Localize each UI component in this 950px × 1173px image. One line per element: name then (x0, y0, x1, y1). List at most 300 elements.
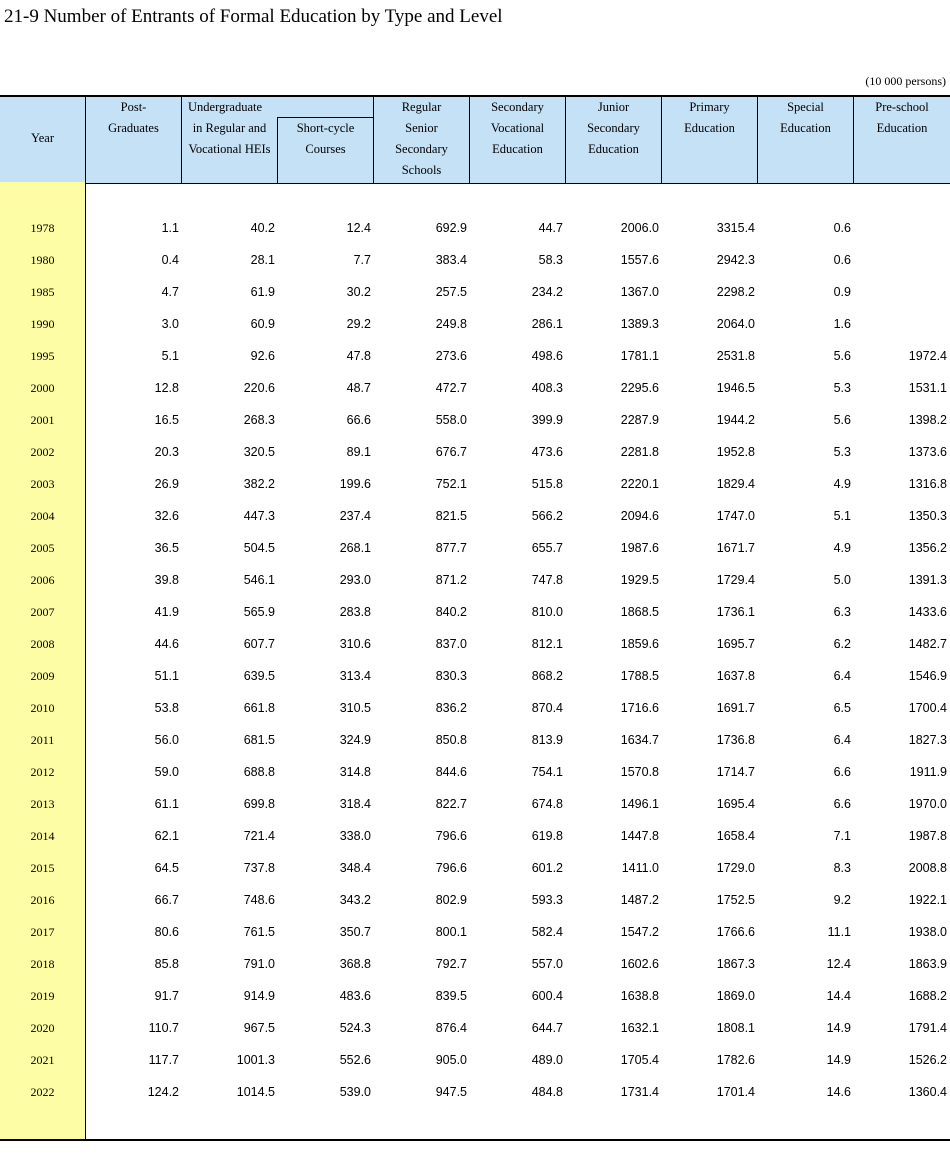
header-text: Pre-school (875, 100, 929, 114)
cell-undergraduate: 382.2 (243, 477, 275, 491)
header-regular-senior (374, 97, 469, 181)
header-text: Education (492, 142, 543, 156)
cell-special: 6.5 (833, 701, 851, 715)
cell-regular-senior: 676.7 (435, 445, 467, 459)
cell-secondary-vocational: 234.2 (531, 285, 563, 299)
cell-short-cycle: 338.0 (339, 829, 371, 843)
cell-regular-senior: 840.2 (435, 605, 467, 619)
cell-junior-secondary: 2287.9 (620, 413, 659, 427)
cell-short-cycle: 237.4 (339, 509, 371, 523)
cell-undergraduate: 699.8 (243, 797, 275, 811)
cell-preschool: 1398.2 (908, 413, 947, 427)
cell-regular-senior: 837.0 (435, 637, 467, 651)
cell-regular-senior: 273.6 (435, 349, 467, 363)
year-cell: 1995 (30, 349, 55, 363)
cell-short-cycle: 283.8 (339, 605, 371, 619)
header-secondary-vocational (470, 97, 565, 160)
cell-junior-secondary: 1389.3 (620, 317, 659, 331)
cell-junior-secondary: 1788.5 (620, 669, 659, 683)
cell-special: 14.6 (826, 1085, 851, 1099)
cell-post-graduates: 41.9 (154, 605, 179, 619)
table-row (0, 404, 950, 436)
cell-post-graduates: 16.5 (154, 413, 179, 427)
year-cell: 2005 (30, 541, 55, 555)
cell-primary: 1658.4 (716, 829, 755, 843)
cell-post-graduates: 53.8 (154, 701, 179, 715)
cell-post-graduates: 61.1 (154, 797, 179, 811)
header-text: Education (588, 142, 639, 156)
header-text: Special (787, 100, 824, 114)
cell-junior-secondary: 1929.5 (620, 573, 659, 587)
cell-secondary-vocational: 644.7 (531, 1021, 563, 1035)
year-cell: 2020 (30, 1021, 55, 1035)
year-cell: 2018 (30, 957, 55, 971)
cell-special: 14.9 (826, 1053, 851, 1067)
cell-primary: 1701.4 (716, 1085, 755, 1099)
header-text: Regular (401, 100, 442, 114)
cell-preschool: 1987.8 (908, 829, 947, 843)
cell-special: 5.3 (833, 381, 851, 395)
cell-primary: 1747.0 (716, 509, 755, 523)
cell-regular-senior: 796.6 (435, 829, 467, 843)
header-subdivider (277, 117, 373, 118)
cell-special: 5.3 (833, 445, 851, 459)
cell-primary: 1952.8 (716, 445, 755, 459)
cell-undergraduate: 60.9 (250, 317, 275, 331)
cell-secondary-vocational: 489.0 (531, 1053, 563, 1067)
cell-special: 1.6 (833, 317, 851, 331)
header-preschool (854, 97, 950, 139)
cell-post-graduates: 64.5 (154, 861, 179, 875)
cell-primary: 1729.4 (716, 573, 755, 587)
cell-post-graduates: 59.0 (154, 765, 179, 779)
cell-post-graduates: 44.6 (154, 637, 179, 651)
header-text: Vocational HEIs (188, 142, 271, 156)
cell-undergraduate: 447.3 (243, 509, 275, 523)
cell-undergraduate: 607.7 (243, 637, 275, 651)
cell-primary: 1808.1 (716, 1021, 755, 1035)
cell-primary: 1782.6 (716, 1053, 755, 1067)
cell-special: 12.4 (826, 957, 851, 971)
cell-post-graduates: 91.7 (154, 989, 179, 1003)
header-divider (757, 97, 758, 183)
table-row (0, 628, 950, 660)
year-cell: 2008 (30, 637, 55, 651)
cell-short-cycle: 29.2 (346, 317, 371, 331)
header-text: Schools (401, 163, 442, 177)
cell-secondary-vocational: 286.1 (531, 317, 563, 331)
cell-special: 14.9 (826, 1021, 851, 1035)
cell-short-cycle: 12.4 (346, 221, 371, 235)
cell-short-cycle: 47.8 (346, 349, 371, 363)
cell-primary: 3315.4 (716, 221, 755, 235)
year-cell: 1985 (30, 285, 55, 299)
cell-secondary-vocational: 473.6 (531, 445, 563, 459)
cell-undergraduate: 791.0 (243, 957, 275, 971)
cell-post-graduates: 62.1 (154, 829, 179, 843)
header-text: Primary (689, 100, 730, 114)
header-divider (277, 118, 278, 183)
cell-post-graduates: 124.2 (147, 1085, 179, 1099)
cell-primary: 2298.2 (716, 285, 755, 299)
cell-undergraduate: 1001.3 (236, 1053, 275, 1067)
cell-undergraduate: 546.1 (243, 573, 275, 587)
cell-junior-secondary: 2220.1 (620, 477, 659, 491)
cell-preschool: 1360.4 (908, 1085, 947, 1099)
table-row (0, 820, 950, 852)
header-text: Junior (597, 100, 630, 114)
cell-short-cycle: 89.1 (346, 445, 371, 459)
cell-special: 4.9 (833, 541, 851, 555)
cell-regular-senior: 844.6 (435, 765, 467, 779)
cell-short-cycle: 30.2 (346, 285, 371, 299)
cell-regular-senior: 800.1 (435, 925, 467, 939)
cell-junior-secondary: 1987.6 (620, 541, 659, 555)
table-row (0, 1044, 950, 1076)
cell-preschool: 1911.9 (909, 765, 947, 779)
cell-secondary-vocational: 557.0 (531, 957, 563, 971)
year-cell: 2007 (30, 605, 55, 619)
table-row (0, 596, 950, 628)
cell-special: 8.3 (833, 861, 851, 875)
cell-junior-secondary: 1634.7 (620, 733, 659, 747)
cell-special: 6.4 (833, 669, 851, 683)
cell-special: 5.1 (833, 509, 851, 523)
cell-regular-senior: 947.5 (435, 1085, 467, 1099)
cell-secondary-vocational: 674.8 (531, 797, 563, 811)
cell-regular-senior: 692.9 (435, 221, 467, 235)
cell-undergraduate: 320.5 (243, 445, 275, 459)
year-cell: 2019 (30, 989, 55, 1003)
year-cell: 2009 (30, 669, 55, 683)
cell-regular-senior: 839.5 (435, 989, 467, 1003)
cell-regular-senior: 877.7 (435, 541, 467, 555)
year-cell: 2015 (30, 861, 55, 875)
cell-short-cycle: 199.6 (339, 477, 371, 491)
cell-secondary-vocational: 812.1 (531, 637, 563, 651)
cell-primary: 1867.3 (716, 957, 755, 971)
cell-special: 0.6 (833, 253, 851, 267)
header-divider (373, 97, 374, 183)
cell-secondary-vocational: 601.2 (531, 861, 563, 875)
cell-short-cycle: 48.7 (346, 381, 371, 395)
cell-regular-senior: 796.6 (435, 861, 467, 875)
cell-junior-secondary: 2281.8 (620, 445, 659, 459)
table-row (0, 1076, 950, 1108)
cell-undergraduate: 761.5 (243, 925, 275, 939)
header-divider (85, 97, 86, 183)
cell-secondary-vocational: 813.9 (531, 733, 563, 747)
cell-short-cycle: 7.7 (353, 253, 371, 267)
cell-short-cycle: 310.5 (339, 701, 371, 715)
cell-preschool: 1373.6 (908, 445, 947, 459)
cell-regular-senior: 472.7 (435, 381, 467, 395)
cell-secondary-vocational: 868.2 (531, 669, 563, 683)
cell-preschool: 1356.2 (908, 541, 947, 555)
year-cell: 2010 (30, 701, 55, 715)
cell-junior-secondary: 1859.6 (620, 637, 659, 651)
table-header (0, 95, 950, 184)
cell-secondary-vocational: 498.6 (531, 349, 563, 363)
cell-post-graduates: 110.7 (148, 1021, 179, 1035)
header-text: Secondary (491, 100, 544, 114)
cell-special: 5.6 (833, 349, 851, 363)
cell-undergraduate: 748.6 (243, 893, 275, 907)
cell-regular-senior: 905.0 (435, 1053, 467, 1067)
cell-undergraduate: 504.5 (243, 541, 275, 555)
cell-preschool: 2008.8 (908, 861, 947, 875)
cell-special: 5.6 (833, 413, 851, 427)
header-year-text: Year (30, 131, 55, 145)
cell-undergraduate: 721.4 (243, 829, 275, 843)
cell-junior-secondary: 2006.0 (620, 221, 659, 235)
year-cell: 2012 (30, 765, 55, 779)
cell-secondary-vocational: 747.8 (531, 573, 563, 587)
table-row (0, 1012, 950, 1044)
cell-special: 6.2 (833, 637, 851, 651)
cell-post-graduates: 51.1 (154, 669, 179, 683)
cell-post-graduates: 5.1 (161, 349, 179, 363)
header-text: Education (780, 121, 831, 135)
cell-preschool: 1970.0 (908, 797, 947, 811)
cell-junior-secondary: 1781.1 (620, 349, 659, 363)
cell-primary: 1766.6 (716, 925, 755, 939)
cell-junior-secondary: 1487.2 (620, 893, 659, 907)
cell-primary: 1729.0 (716, 861, 755, 875)
cell-regular-senior: 383.4 (435, 253, 467, 267)
year-cell: 2006 (30, 573, 55, 587)
cell-regular-senior: 558.0 (435, 413, 467, 427)
cell-preschool: 1700.4 (908, 701, 947, 715)
cell-regular-senior: 871.2 (435, 573, 467, 587)
cell-junior-secondary: 1367.0 (620, 285, 659, 299)
cell-junior-secondary: 2094.6 (620, 509, 659, 523)
cell-preschool: 1316.8 (908, 477, 947, 491)
cell-primary: 1736.8 (716, 733, 755, 747)
unit-label: (10 000 persons) (865, 74, 946, 88)
cell-primary: 1691.7 (716, 701, 755, 715)
cell-short-cycle: 313.4 (339, 669, 371, 683)
year-cell: 2000 (30, 381, 55, 395)
cell-post-graduates: 66.7 (154, 893, 179, 907)
cell-junior-secondary: 1868.5 (620, 605, 659, 619)
cell-regular-senior: 792.7 (435, 957, 467, 971)
cell-preschool: 1863.9 (908, 957, 947, 971)
cell-regular-senior: 830.3 (435, 669, 467, 683)
table-row (0, 948, 950, 980)
cell-primary: 1695.4 (716, 797, 755, 811)
cell-short-cycle: 314.8 (339, 765, 371, 779)
cell-regular-senior: 821.5 (435, 509, 467, 523)
cell-secondary-vocational: 655.7 (531, 541, 563, 555)
cell-special: 9.2 (833, 893, 851, 907)
cell-junior-secondary: 1570.8 (620, 765, 659, 779)
year-cell: 2013 (30, 797, 55, 811)
table-row (0, 884, 950, 916)
cell-regular-senior: 822.7 (435, 797, 467, 811)
cell-undergraduate: 268.3 (243, 413, 275, 427)
header-text: Short-cycle (296, 121, 355, 135)
cell-post-graduates: 39.8 (154, 573, 179, 587)
cell-secondary-vocational: 44.7 (538, 221, 563, 235)
cell-junior-secondary: 1557.6 (620, 253, 659, 267)
cell-regular-senior: 836.2 (435, 701, 467, 715)
cell-junior-secondary: 1547.2 (620, 925, 659, 939)
cell-regular-senior: 876.4 (435, 1021, 467, 1035)
cell-secondary-vocational: 593.3 (531, 893, 563, 907)
cell-post-graduates: 32.6 (154, 509, 179, 523)
cell-preschool: 1938.0 (908, 925, 947, 939)
table-row (0, 564, 950, 596)
cell-short-cycle: 348.4 (339, 861, 371, 875)
year-cell: 2011 (30, 733, 55, 747)
cell-short-cycle: 539.0 (339, 1085, 371, 1099)
cell-secondary-vocational: 870.4 (531, 701, 563, 715)
cell-short-cycle: 310.6 (339, 637, 371, 651)
cell-secondary-vocational: 408.3 (531, 381, 563, 395)
cell-regular-senior: 249.8 (435, 317, 467, 331)
cell-primary: 2531.8 (716, 349, 755, 363)
cell-junior-secondary: 1638.8 (620, 989, 659, 1003)
cell-secondary-vocational: 619.8 (531, 829, 563, 843)
cell-preschool: 1688.2 (908, 989, 947, 1003)
cell-junior-secondary: 1496.1 (620, 797, 659, 811)
cell-primary: 1752.5 (716, 893, 755, 907)
header-special (758, 97, 853, 139)
cell-undergraduate: 61.9 (250, 285, 275, 299)
header-undergraduate (182, 97, 277, 160)
cell-short-cycle: 268.1 (339, 541, 371, 555)
header-text: Graduates (108, 121, 159, 135)
cell-junior-secondary: 1411.0 (621, 861, 659, 875)
year-cell: 2014 (30, 829, 55, 843)
cell-special: 6.6 (833, 797, 851, 811)
cell-preschool: 1433.6 (908, 605, 947, 619)
cell-undergraduate: 681.5 (243, 733, 275, 747)
cell-short-cycle: 324.9 (339, 733, 371, 747)
table-row (0, 468, 950, 500)
year-cell: 2001 (30, 413, 55, 427)
cell-post-graduates: 1.1 (161, 221, 179, 235)
table-row (0, 532, 950, 564)
cell-short-cycle: 483.6 (339, 989, 371, 1003)
header-divider (469, 97, 470, 183)
cell-post-graduates: 12.8 (154, 381, 179, 395)
cell-post-graduates: 80.6 (154, 925, 179, 939)
year-cell: 2016 (30, 893, 55, 907)
cell-undergraduate: 565.9 (243, 605, 275, 619)
cell-undergraduate: 661.8 (243, 701, 275, 715)
cell-short-cycle: 524.3 (339, 1021, 371, 1035)
cell-secondary-vocational: 399.9 (531, 413, 563, 427)
cell-regular-senior: 802.9 (435, 893, 467, 907)
cell-junior-secondary: 1632.1 (620, 1021, 659, 1035)
cell-preschool: 1972.4 (908, 349, 947, 363)
table-row (0, 212, 950, 244)
cell-secondary-vocational: 810.0 (531, 605, 563, 619)
header-text: Post- (120, 100, 147, 114)
cell-preschool (857, 244, 947, 276)
header-text: Undergraduate (188, 100, 263, 114)
cell-junior-secondary: 1731.4 (620, 1085, 659, 1099)
table-row (0, 980, 950, 1012)
cell-special: 6.6 (833, 765, 851, 779)
year-cell: 2022 (30, 1085, 55, 1099)
cell-short-cycle: 293.0 (339, 573, 371, 587)
cell-short-cycle: 552.6 (339, 1053, 371, 1067)
table-bottom-rule (0, 1139, 950, 1141)
cell-post-graduates: 0.4 (161, 253, 179, 267)
page-title: 21-9 Number of Entrants of Formal Education by Type and Level (4, 6, 503, 27)
header-short-cycle (278, 118, 373, 160)
cell-undergraduate: 914.9 (243, 989, 275, 1003)
cell-primary: 1714.7 (716, 765, 755, 779)
header-year (0, 128, 85, 149)
cell-regular-senior: 850.8 (435, 733, 467, 747)
cell-preschool: 1791.4 (908, 1021, 947, 1035)
table-row (0, 916, 950, 948)
cell-special: 14.4 (826, 989, 851, 1003)
cell-undergraduate: 40.2 (250, 221, 275, 235)
table-row (0, 244, 950, 276)
cell-regular-senior: 257.5 (435, 285, 467, 299)
header-text: Senior (405, 121, 438, 135)
cell-undergraduate: 639.5 (243, 669, 275, 683)
table-row (0, 436, 950, 468)
cell-short-cycle: 66.6 (346, 413, 371, 427)
cell-preschool (857, 212, 947, 244)
cell-preschool (857, 308, 947, 340)
cell-junior-secondary: 1602.6 (620, 957, 659, 971)
cell-preschool: 1391.3 (908, 573, 947, 587)
table-row (0, 308, 950, 340)
cell-special: 5.0 (833, 573, 851, 587)
cell-undergraduate: 92.6 (250, 349, 275, 363)
cell-short-cycle: 318.4 (339, 797, 371, 811)
cell-junior-secondary: 1447.8 (620, 829, 659, 843)
year-cell: 1980 (30, 253, 55, 267)
cell-post-graduates: 3.0 (161, 317, 179, 331)
cell-short-cycle: 343.2 (339, 893, 371, 907)
cell-undergraduate: 220.6 (243, 381, 275, 395)
header-text: Secondary (395, 142, 448, 156)
cell-primary: 1829.4 (716, 477, 755, 491)
year-cell: 2017 (30, 925, 55, 939)
table-row (0, 724, 950, 756)
header-text: Secondary (587, 121, 640, 135)
cell-secondary-vocational: 566.2 (531, 509, 563, 523)
table-row (0, 852, 950, 884)
cell-short-cycle: 368.8 (339, 957, 371, 971)
cell-special: 6.4 (833, 733, 851, 747)
cell-primary: 1671.7 (716, 541, 755, 555)
cell-secondary-vocational: 582.4 (531, 925, 563, 939)
table-row (0, 500, 950, 532)
cell-primary: 1944.2 (716, 413, 755, 427)
cell-special: 6.3 (833, 605, 851, 619)
cell-post-graduates: 85.8 (154, 957, 179, 971)
cell-junior-secondary: 2295.6 (620, 381, 659, 395)
header-junior-secondary (566, 97, 661, 160)
cell-post-graduates: 117.7 (148, 1053, 179, 1067)
cell-undergraduate: 1014.5 (236, 1085, 275, 1099)
year-cell: 2021 (30, 1053, 55, 1067)
cell-preschool: 1922.1 (908, 893, 947, 907)
cell-secondary-vocational: 754.1 (531, 765, 563, 779)
cell-primary: 2064.0 (716, 317, 755, 331)
cell-regular-senior: 752.1 (435, 477, 467, 491)
cell-primary: 1736.1 (716, 605, 755, 619)
